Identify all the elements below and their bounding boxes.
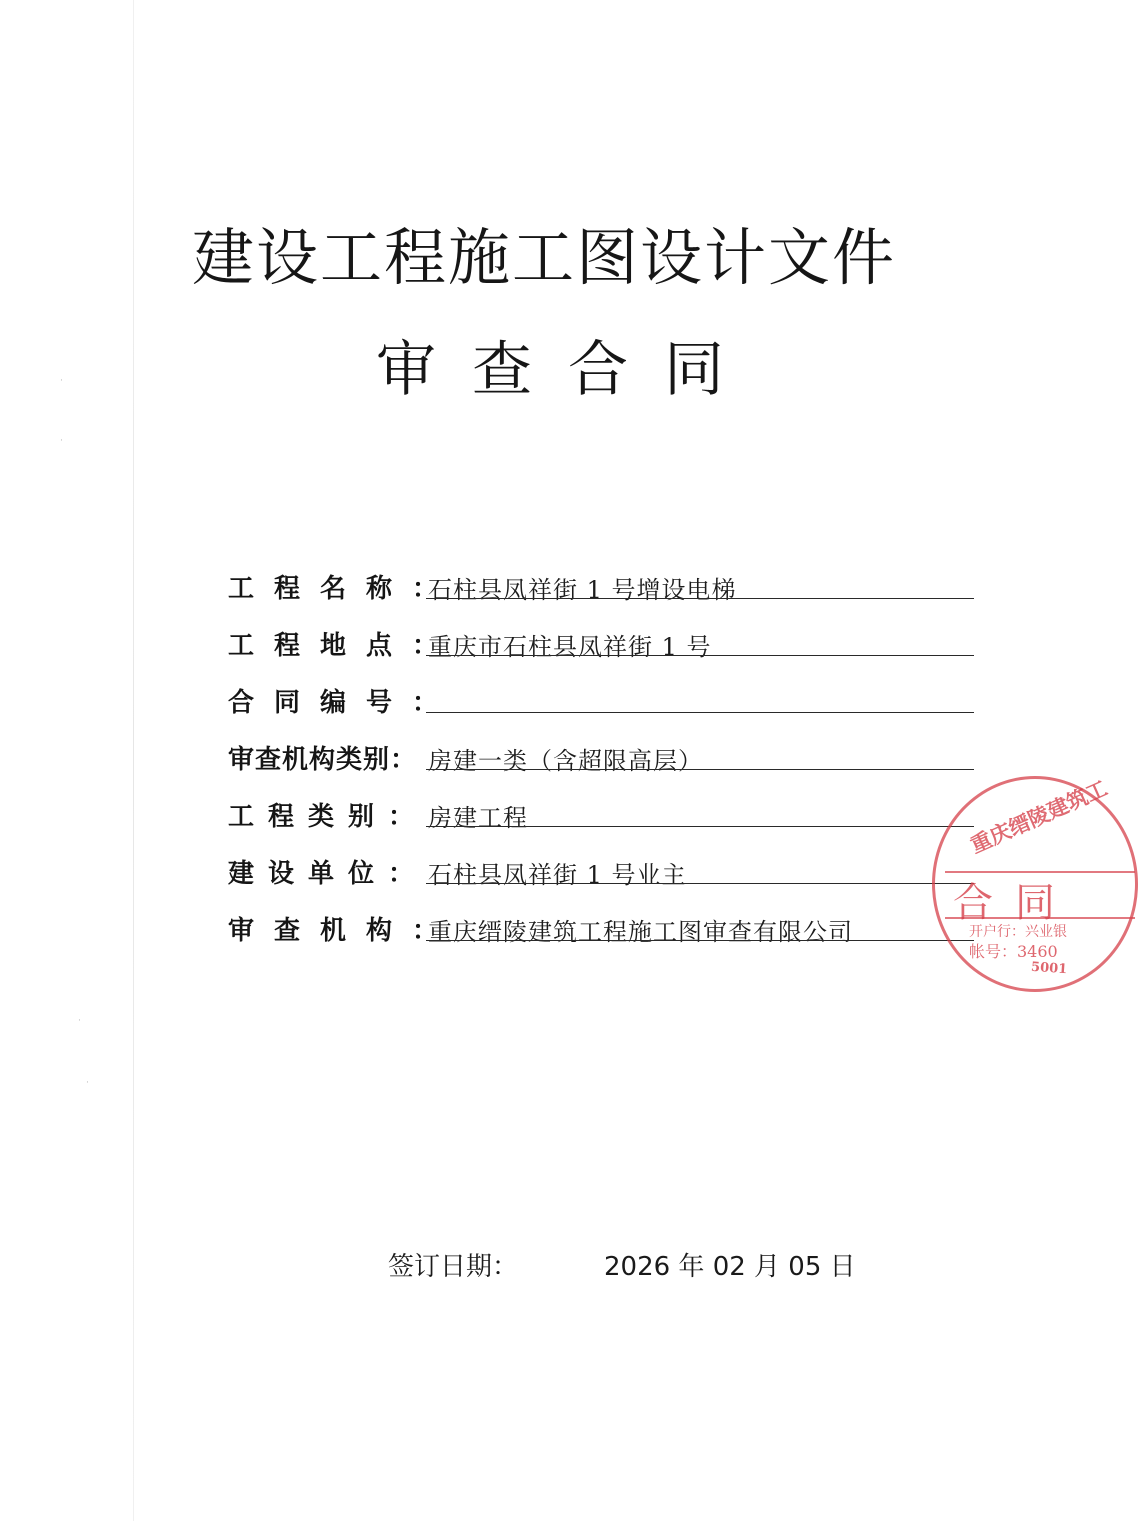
scan-fold-line [133,0,134,1521]
field-value: 石柱县凤祥街 1 号业主 [428,861,687,889]
field-underline [426,712,974,713]
field-review-agency [228,902,988,948]
field-value: 房建一类（含超限高层） [428,747,703,775]
field-label: 工程名称： [228,574,459,604]
seal-account-text: 帐号：3460 [969,942,1058,961]
field-label: 合同编号： [228,688,459,718]
field-label: 工程地点： [228,631,459,661]
seal-bank-text: 开户行：兴业银 [969,924,1067,940]
document-subtitle: 审查合同 [376,335,760,405]
signing-date-label: 签订日期： [388,1252,519,1282]
field-underline [426,940,974,941]
document-title: 建设工程施工图设计文件 [192,221,897,294]
field-value: 石柱县凤祥街 1 号增设电梯 [428,576,737,604]
scan-speck: · [60,436,63,446]
field-label: 工程类别： [228,802,429,832]
field-project-name [228,560,988,606]
seal-code-text: 5001 [1030,959,1068,978]
scan-speck: · [86,1078,89,1088]
field-label: 审查机构： [228,916,459,946]
scan-speck: · [60,376,63,386]
scan-speck: · [78,1016,81,1026]
field-underline [426,655,974,656]
field-label: 建设单位： [228,859,429,889]
field-value: 重庆缙陵建筑工程施工图审查有限公司 [428,918,853,946]
field-project-location [228,617,988,663]
signing-date-value: 2026 年 02 月 05 日 [604,1252,856,1282]
field-underline [426,598,974,599]
field-agency-category [228,731,988,777]
field-contract-number [228,674,988,720]
field-underline [426,769,974,770]
field-underline [426,883,974,884]
field-value: 房建工程 [428,804,528,832]
field-label: 审查机构类别： [228,745,418,775]
field-value: 重庆市石柱县凤祥街 1 号 [428,633,712,661]
field-client [228,845,988,891]
seal-top-text: 重庆缙陵建筑工 [966,776,1111,858]
seal-center-text: 合同 [953,880,1077,926]
field-project-category [228,788,988,834]
field-underline [426,826,974,827]
